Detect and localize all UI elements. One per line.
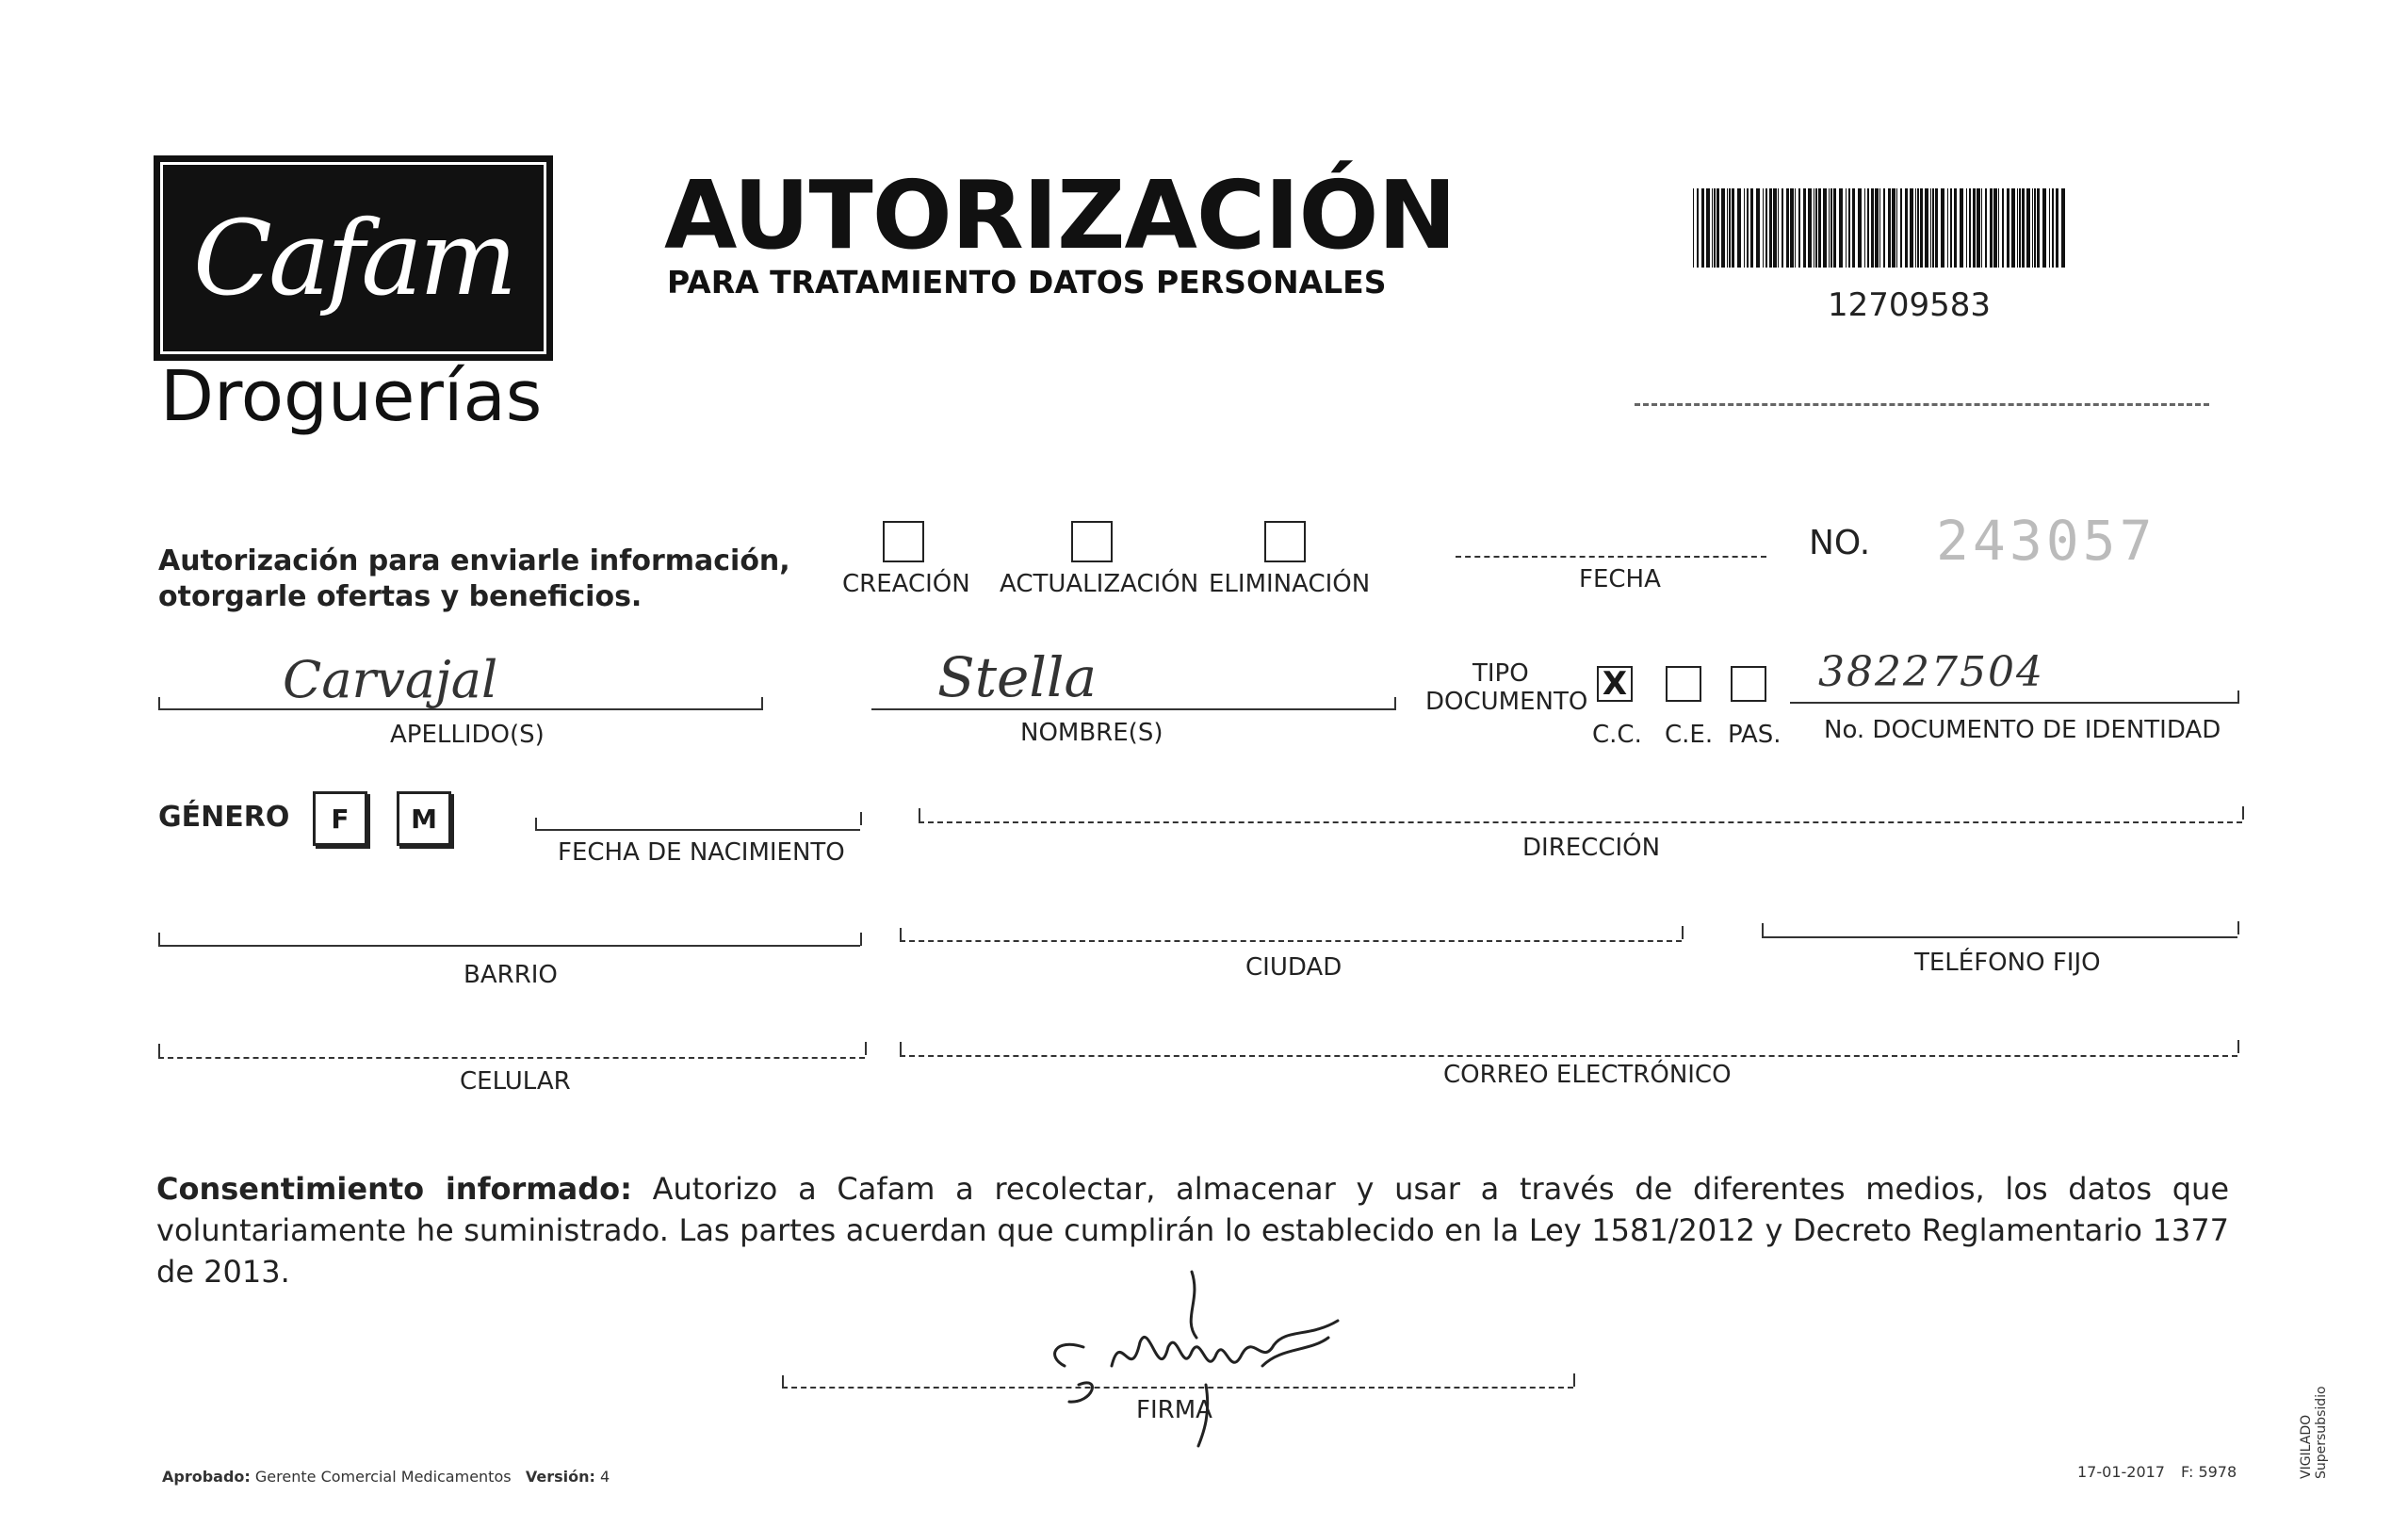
barcode-bar bbox=[1888, 188, 1891, 268]
documento-label: No. DOCUMENTO DE IDENTIDAD bbox=[1824, 716, 2221, 744]
tick bbox=[1573, 1373, 1575, 1387]
barcode-bar bbox=[1795, 188, 1796, 268]
barcode-bar bbox=[1701, 188, 1704, 268]
barcode-bar bbox=[1920, 188, 1923, 268]
logo-text: Cafam bbox=[192, 198, 514, 318]
barcode-bar bbox=[1717, 188, 1719, 268]
fecha-label: FECHA bbox=[1579, 565, 1661, 593]
barcode-bar bbox=[2061, 188, 2065, 268]
barcode-bar bbox=[1737, 188, 1741, 268]
tick bbox=[919, 808, 920, 821]
consent-heading: Consentimiento informado: bbox=[156, 1171, 632, 1207]
barcode-bar bbox=[1930, 188, 1931, 268]
tick bbox=[158, 933, 160, 946]
tick bbox=[2237, 690, 2239, 704]
barcode-bar bbox=[2017, 188, 2018, 268]
direccion-label: DIRECCIÓN bbox=[1522, 834, 1661, 862]
barrio-label: BARRIO bbox=[464, 961, 558, 989]
barcode-bar bbox=[1823, 188, 1827, 268]
aprobado-label: Aprobado: bbox=[162, 1468, 251, 1486]
form-number: 243057 bbox=[1936, 509, 2156, 573]
barcode-bar bbox=[1879, 188, 1880, 268]
barcode-bar bbox=[1727, 188, 1728, 268]
barcode-bar bbox=[1744, 188, 1745, 268]
barcode-bar bbox=[2042, 188, 2046, 268]
documento-value: 38227504 bbox=[1818, 648, 2044, 696]
barrio-field[interactable] bbox=[158, 945, 860, 947]
barcode-bar bbox=[2007, 188, 2009, 268]
barcode-bar bbox=[1892, 188, 1895, 268]
barcode-bar bbox=[1864, 188, 1865, 268]
barcode-bar bbox=[1706, 188, 1710, 268]
apellidos-value: Carvajal bbox=[283, 650, 498, 709]
documento-field[interactable] bbox=[1790, 702, 2237, 704]
correo-field[interactable] bbox=[900, 1055, 2237, 1057]
barcode-bar bbox=[1808, 188, 1812, 268]
barcode-bar bbox=[1782, 188, 1783, 268]
intro-line-2: otorgarle ofertas y beneficios. bbox=[158, 580, 643, 613]
page-subtitle: PARA TRATAMIENTO DATOS PERSONALES bbox=[667, 264, 1387, 301]
cafam-logo bbox=[154, 155, 553, 361]
barcode-bar bbox=[1830, 188, 1832, 268]
barcode-bar bbox=[1871, 188, 1874, 268]
barcode-bar bbox=[1985, 188, 1987, 268]
barcode-bar bbox=[1990, 188, 1993, 268]
tick bbox=[900, 1042, 902, 1055]
eliminacion-label: ELIMINACIÓN bbox=[1209, 570, 1371, 598]
barcode-bar bbox=[1998, 188, 1999, 268]
direccion-field[interactable] bbox=[919, 821, 2242, 823]
barcode-bar bbox=[1941, 188, 1944, 268]
barcode-bar bbox=[1852, 188, 1855, 268]
nacimiento-label: FECHA DE NACIMIENTO bbox=[558, 838, 845, 867]
documento-type-label: DOCUMENTO bbox=[1425, 688, 1588, 716]
no-label: NO. bbox=[1809, 524, 1871, 562]
tick bbox=[860, 933, 862, 946]
version-label: Versión: bbox=[525, 1468, 595, 1486]
barcode-bar bbox=[1773, 188, 1777, 268]
barcode-bar bbox=[1693, 188, 1694, 268]
celular-label: CELULAR bbox=[460, 1067, 571, 1096]
tick bbox=[1394, 697, 1396, 710]
telefono-field[interactable] bbox=[1762, 936, 2237, 938]
barcode-bar bbox=[1815, 188, 1817, 268]
tick bbox=[2237, 921, 2239, 934]
genero-m-box[interactable]: M bbox=[397, 791, 451, 846]
tick bbox=[2237, 1040, 2239, 1053]
nombres-label: NOMBRE(S) bbox=[1020, 719, 1163, 747]
tick bbox=[1762, 923, 1764, 936]
telefono-label: TELÉFONO FIJO bbox=[1914, 949, 2101, 977]
creacion-label: CREACIÓN bbox=[842, 570, 970, 598]
barcode-bar bbox=[2032, 188, 2033, 268]
barcode-bar bbox=[1721, 188, 1725, 268]
barcode-bar bbox=[1839, 188, 1843, 268]
version-value: 4 bbox=[599, 1468, 610, 1486]
actualizacion-checkbox[interactable] bbox=[1071, 521, 1113, 562]
barcode-bar bbox=[2002, 188, 2004, 268]
barcode-bar bbox=[1973, 188, 1976, 268]
tipo-label: TIPO bbox=[1472, 659, 1529, 688]
barcode-bar bbox=[1763, 188, 1764, 268]
barcode-bar bbox=[1750, 188, 1753, 268]
barcode-bar bbox=[1993, 188, 1997, 268]
cc-check-mark: X bbox=[1602, 665, 1628, 703]
barcode-bar bbox=[2022, 188, 2025, 268]
barcode-bar bbox=[1829, 188, 1830, 268]
barcode-bar bbox=[1858, 188, 1862, 268]
barcode-bar bbox=[2049, 188, 2050, 268]
firma-label: FIRMA bbox=[1136, 1396, 1212, 1424]
barcode-bar bbox=[1848, 188, 1850, 268]
barcode-bar bbox=[1932, 188, 1934, 268]
barcode-bar bbox=[1981, 188, 1982, 268]
barcode-bar bbox=[1935, 188, 1938, 268]
barcode-bar bbox=[1905, 188, 1908, 268]
barcode-bar bbox=[1960, 188, 1963, 268]
barcode-bar bbox=[2019, 188, 2021, 268]
barcode-bar bbox=[1917, 188, 1919, 268]
page-title: AUTORIZACIÓN bbox=[664, 160, 1456, 270]
consent-text: Autorizo a Cafam a recolectar, almacenar y usar a través de diferentes medios, los datos que voluntariamente he suministrado. Las partes acuerdan que cumplirán lo establecido en la Ley 1581/2012 y Decreto Reglamentario 1377 de 2013. bbox=[156, 1171, 2230, 1290]
barcode-bar bbox=[1765, 188, 1767, 268]
barcode-bar bbox=[1947, 188, 1948, 268]
apellidos-label: APELLIDO(S) bbox=[390, 721, 545, 749]
barcode-bar bbox=[1910, 188, 1913, 268]
barcode-bar bbox=[2056, 188, 2058, 268]
barcode-bar bbox=[1729, 188, 1731, 268]
tick bbox=[761, 697, 763, 710]
ce-checkbox[interactable] bbox=[1666, 666, 1701, 702]
tick bbox=[158, 697, 160, 710]
creacion-checkbox[interactable] bbox=[883, 521, 924, 562]
barcode-bar bbox=[1732, 188, 1734, 268]
barcode-bar bbox=[1798, 188, 1800, 268]
logo-subtext: Droguerías bbox=[160, 356, 543, 437]
barcode-number: 12709583 bbox=[1828, 286, 1992, 324]
barcode-bar bbox=[1803, 188, 1806, 268]
barcode-bar bbox=[1977, 188, 1980, 268]
barcode-bar bbox=[1966, 188, 1967, 268]
ciudad-label: CIUDAD bbox=[1245, 953, 1342, 982]
eliminacion-checkbox[interactable] bbox=[1264, 521, 1306, 562]
correo-label: CORREO ELECTRÓNICO bbox=[1443, 1061, 1732, 1089]
barcode-bar bbox=[1846, 188, 1847, 268]
nacimiento-field[interactable] bbox=[535, 829, 860, 831]
intro-line-1: Autorización para enviarle información, bbox=[158, 544, 790, 577]
barcode-bar bbox=[1969, 188, 1971, 268]
tick bbox=[865, 1042, 867, 1055]
barcode-bar bbox=[1954, 188, 1957, 268]
footer-aprobado bbox=[162, 1468, 610, 1486]
barcode-bar bbox=[1697, 188, 1699, 268]
celular-field[interactable] bbox=[158, 1057, 865, 1059]
fecha-field[interactable] bbox=[1456, 556, 1766, 558]
cc-checkbox[interactable] bbox=[1597, 666, 1633, 702]
tick bbox=[158, 1044, 160, 1057]
barcode-icon bbox=[1693, 188, 2067, 268]
pas-checkbox[interactable] bbox=[1731, 666, 1766, 702]
barcode-bar bbox=[1925, 188, 1928, 268]
genero-f-box[interactable]: F bbox=[313, 791, 367, 846]
dashed-divider bbox=[1635, 403, 2209, 406]
cc-label: C.C. bbox=[1592, 721, 1642, 749]
aprobado-value: Gerente Comercial Medicamentos bbox=[254, 1468, 512, 1486]
footer-code: F: 5978 bbox=[2181, 1463, 2237, 1481]
barcode-bar bbox=[2052, 188, 2054, 268]
ce-label: C.E. bbox=[1665, 721, 1714, 749]
vigilado-label: VIGILADO Supersubsidio bbox=[2299, 1386, 2329, 1479]
barcode-bar bbox=[1769, 188, 1772, 268]
barcode-bar bbox=[1712, 188, 1713, 268]
tick bbox=[900, 928, 902, 941]
tick bbox=[782, 1375, 784, 1389]
barcode-bar bbox=[1915, 188, 1916, 268]
barcode-bar bbox=[1778, 188, 1779, 268]
nombres-value: Stella bbox=[937, 645, 1098, 709]
barcode-bar bbox=[2037, 188, 2040, 268]
barcode-bar bbox=[1900, 188, 1902, 268]
barcode-bar bbox=[1756, 188, 1760, 268]
pas-label: PAS. bbox=[1728, 721, 1782, 749]
barcode-bar bbox=[1790, 188, 1794, 268]
ciudad-field[interactable] bbox=[900, 940, 1682, 942]
tick bbox=[535, 818, 537, 831]
barcode-bar bbox=[1786, 188, 1789, 268]
barcode-bar bbox=[1833, 188, 1836, 268]
barcode-bar bbox=[1867, 188, 1869, 268]
barcode-bar bbox=[2011, 188, 2015, 268]
footer-date: 17-01-2017 bbox=[2077, 1463, 2165, 1481]
tick bbox=[2242, 806, 2244, 820]
barcode-bar bbox=[2034, 188, 2036, 268]
barcode-bar bbox=[1883, 188, 1885, 268]
actualizacion-label: ACTUALIZACIÓN bbox=[1000, 570, 1199, 598]
tick bbox=[860, 812, 862, 825]
barcode-bar bbox=[1818, 188, 1821, 268]
genero-label: GÉNERO bbox=[158, 801, 290, 834]
barcode-bar bbox=[1896, 188, 1897, 268]
tick bbox=[1682, 926, 1684, 939]
barcode-bar bbox=[1950, 188, 1952, 268]
barcode-bar bbox=[1747, 188, 1749, 268]
barcode-bar bbox=[1714, 188, 1716, 268]
barcode-bar bbox=[1875, 188, 1879, 268]
barcode-bar bbox=[2026, 188, 2030, 268]
